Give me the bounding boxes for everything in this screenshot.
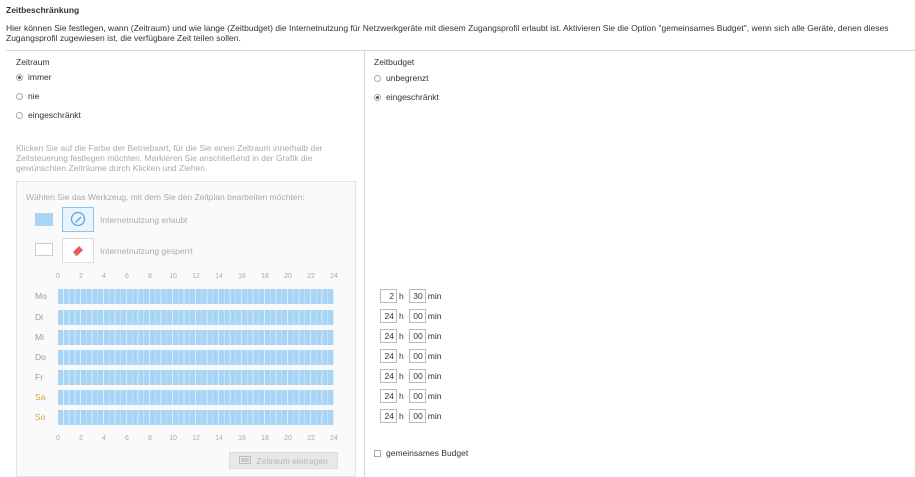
allowed-color-swatch[interactable] [35, 213, 53, 226]
hour-tick: 18 [261, 435, 269, 442]
hour-tick: 22 [307, 273, 315, 280]
hour-tick: 22 [307, 435, 315, 442]
budget-row-di [380, 309, 441, 323]
zeitbudget-heading: Zeitbudget [374, 57, 415, 67]
budget-row-mo [380, 289, 441, 303]
enter-period-button[interactable] [229, 452, 338, 469]
budget-row-sa [380, 389, 441, 403]
minutes-input[interactable] [409, 389, 426, 403]
hour-tick: 2 [79, 273, 83, 280]
shared-budget-checkbox[interactable] [374, 450, 381, 457]
schedule-bar-sa[interactable] [58, 390, 334, 405]
hour-tick: 8 [148, 435, 152, 442]
hours-unit: h [399, 371, 404, 381]
zeitbudget-option-unbegrenzt[interactable] [374, 73, 429, 83]
hour-tick: 18 [261, 273, 269, 280]
hours-unit: h [399, 291, 404, 301]
hour-axis-top [50, 273, 350, 283]
schedule-bar-mi[interactable] [58, 330, 334, 345]
option-label: nie [28, 91, 40, 101]
hours-input[interactable] [380, 409, 397, 423]
radio-button[interactable] [374, 75, 381, 82]
day-label-fr: Fr [35, 372, 44, 382]
enter-period-label: Zeitraum eintragen [256, 455, 328, 466]
shared-budget-label: gemeinsames Budget [386, 448, 469, 458]
day-label-so: So [35, 412, 46, 422]
schedule-bar-so[interactable] [58, 410, 334, 425]
minutes-input[interactable] [409, 369, 426, 383]
schedule-hint: Klicken Sie auf die Farbe der Betriebsart, für die Sie einen Zeitraum innerhalb der Zeitsteuerung festlegen möchten. Markieren Sie anschließend in der Grafik die gewünschten Zeiträume durch Klicken und Ziehen. [16, 143, 323, 173]
divider [6, 50, 915, 51]
minutes-unit: min [427, 311, 442, 321]
hours-input[interactable] [380, 329, 397, 343]
hour-tick: 24 [330, 435, 338, 442]
zeitraum-option-eingeschraenkt[interactable] [16, 110, 81, 120]
radio-button[interactable] [374, 94, 381, 101]
pen-icon [70, 211, 86, 229]
eraser-tool-button[interactable] [62, 238, 94, 263]
hour-axis-bottom [50, 435, 350, 445]
calendar-icon [239, 456, 251, 466]
tool-label-blocked: Internetnutzung gesperrt [100, 246, 193, 256]
option-label: immer [28, 72, 52, 82]
zeitraum-option-immer[interactable] [16, 72, 52, 82]
minutes-input[interactable] [409, 409, 426, 423]
radio-button[interactable] [16, 74, 23, 81]
radio-button[interactable] [16, 112, 23, 119]
hours-unit: h [399, 331, 404, 341]
hour-tick: 6 [125, 273, 129, 280]
tool-label-allowed: Internetnutzung erlaubt [100, 215, 188, 225]
schedule-bar-do[interactable] [58, 350, 334, 365]
hour-tick: 10 [169, 273, 177, 280]
hour-tick: 12 [192, 273, 200, 280]
day-label-mo: Mo [35, 291, 47, 301]
hour-tick: 6 [125, 435, 129, 442]
minutes-input[interactable] [409, 289, 426, 303]
zeitraum-heading: Zeitraum [16, 57, 50, 67]
hour-tick: 20 [284, 273, 292, 280]
radio-button[interactable] [16, 93, 23, 100]
hours-unit: h [399, 391, 404, 401]
minutes-input[interactable] [409, 309, 426, 323]
hour-tick: 10 [169, 435, 177, 442]
day-label-sa: Sa [35, 392, 46, 402]
option-label: eingeschränkt [386, 92, 439, 102]
option-label: eingeschränkt [28, 110, 81, 120]
hours-unit: h [399, 411, 404, 421]
hour-tick: 4 [102, 435, 106, 442]
section-title: Zeitbeschränkung [6, 5, 80, 15]
hours-input[interactable] [380, 289, 397, 303]
hour-tick: 16 [238, 273, 246, 280]
hours-input[interactable] [380, 389, 397, 403]
minutes-unit: min [427, 371, 442, 381]
budget-row-do [380, 349, 441, 363]
minutes-unit: min [427, 391, 442, 401]
day-label-mi: Mi [35, 332, 44, 342]
minutes-unit: min [427, 291, 442, 301]
hours-unit: h [399, 351, 404, 361]
hours-input[interactable] [380, 309, 397, 323]
hour-tick: 12 [192, 435, 200, 442]
zeitraum-option-nie[interactable] [16, 91, 39, 101]
day-label-di: Di [35, 312, 44, 322]
shared-budget-option[interactable] [374, 448, 468, 458]
section-description: Hier können Sie festlegen, wann (Zeitraum) und wie lange (Zeitbudget) die Internetnutzung für Netzwerkgeräte mit diesem Zugangsprofil erlaubt ist. Aktivieren Sie die Option "gemeinsames Budget", wenn sich alle Geräte, denen dieses Zugangsprofil zugewiesen ist, die verfügbare Zeit teilen sollen. [6, 23, 889, 43]
blocked-color-swatch[interactable] [35, 243, 53, 256]
day-label-do: Do [35, 352, 46, 362]
hours-input[interactable] [380, 349, 397, 363]
budget-row-so [380, 409, 441, 423]
hour-tick: 8 [148, 273, 152, 280]
budget-row-fr [380, 369, 441, 383]
column-divider [364, 50, 365, 477]
hours-input[interactable] [380, 369, 397, 383]
option-label: unbegrenzt [386, 73, 429, 83]
schedule-bar-fr[interactable] [58, 370, 334, 385]
eraser-icon [70, 243, 86, 259]
budget-row-mi [380, 329, 441, 343]
hour-tick: 16 [238, 435, 246, 442]
zeitbudget-option-eingeschraenkt[interactable] [374, 92, 439, 102]
hours-unit: h [399, 311, 404, 321]
pen-tool-button[interactable] [62, 207, 94, 232]
schedule-bar-mo[interactable] [58, 289, 334, 304]
minutes-input[interactable] [409, 329, 426, 343]
hour-tick: 4 [102, 273, 106, 280]
hour-tick: 0 [56, 435, 60, 442]
minutes-unit: min [427, 351, 442, 361]
hour-tick: 20 [284, 435, 292, 442]
minutes-input[interactable] [409, 349, 426, 363]
minutes-unit: min [427, 331, 442, 341]
hour-tick: 0 [56, 273, 60, 280]
hour-tick: 24 [330, 273, 338, 280]
hour-tick: 14 [215, 273, 223, 280]
minutes-unit: min [427, 411, 442, 421]
schedule-bar-di[interactable] [58, 310, 334, 325]
hour-tick: 2 [79, 435, 83, 442]
hour-tick: 14 [215, 435, 223, 442]
tool-hint: Wählen Sie das Werkzeug, mit dem Sie den Zeitplan bearbeiten möchten: [26, 192, 305, 202]
